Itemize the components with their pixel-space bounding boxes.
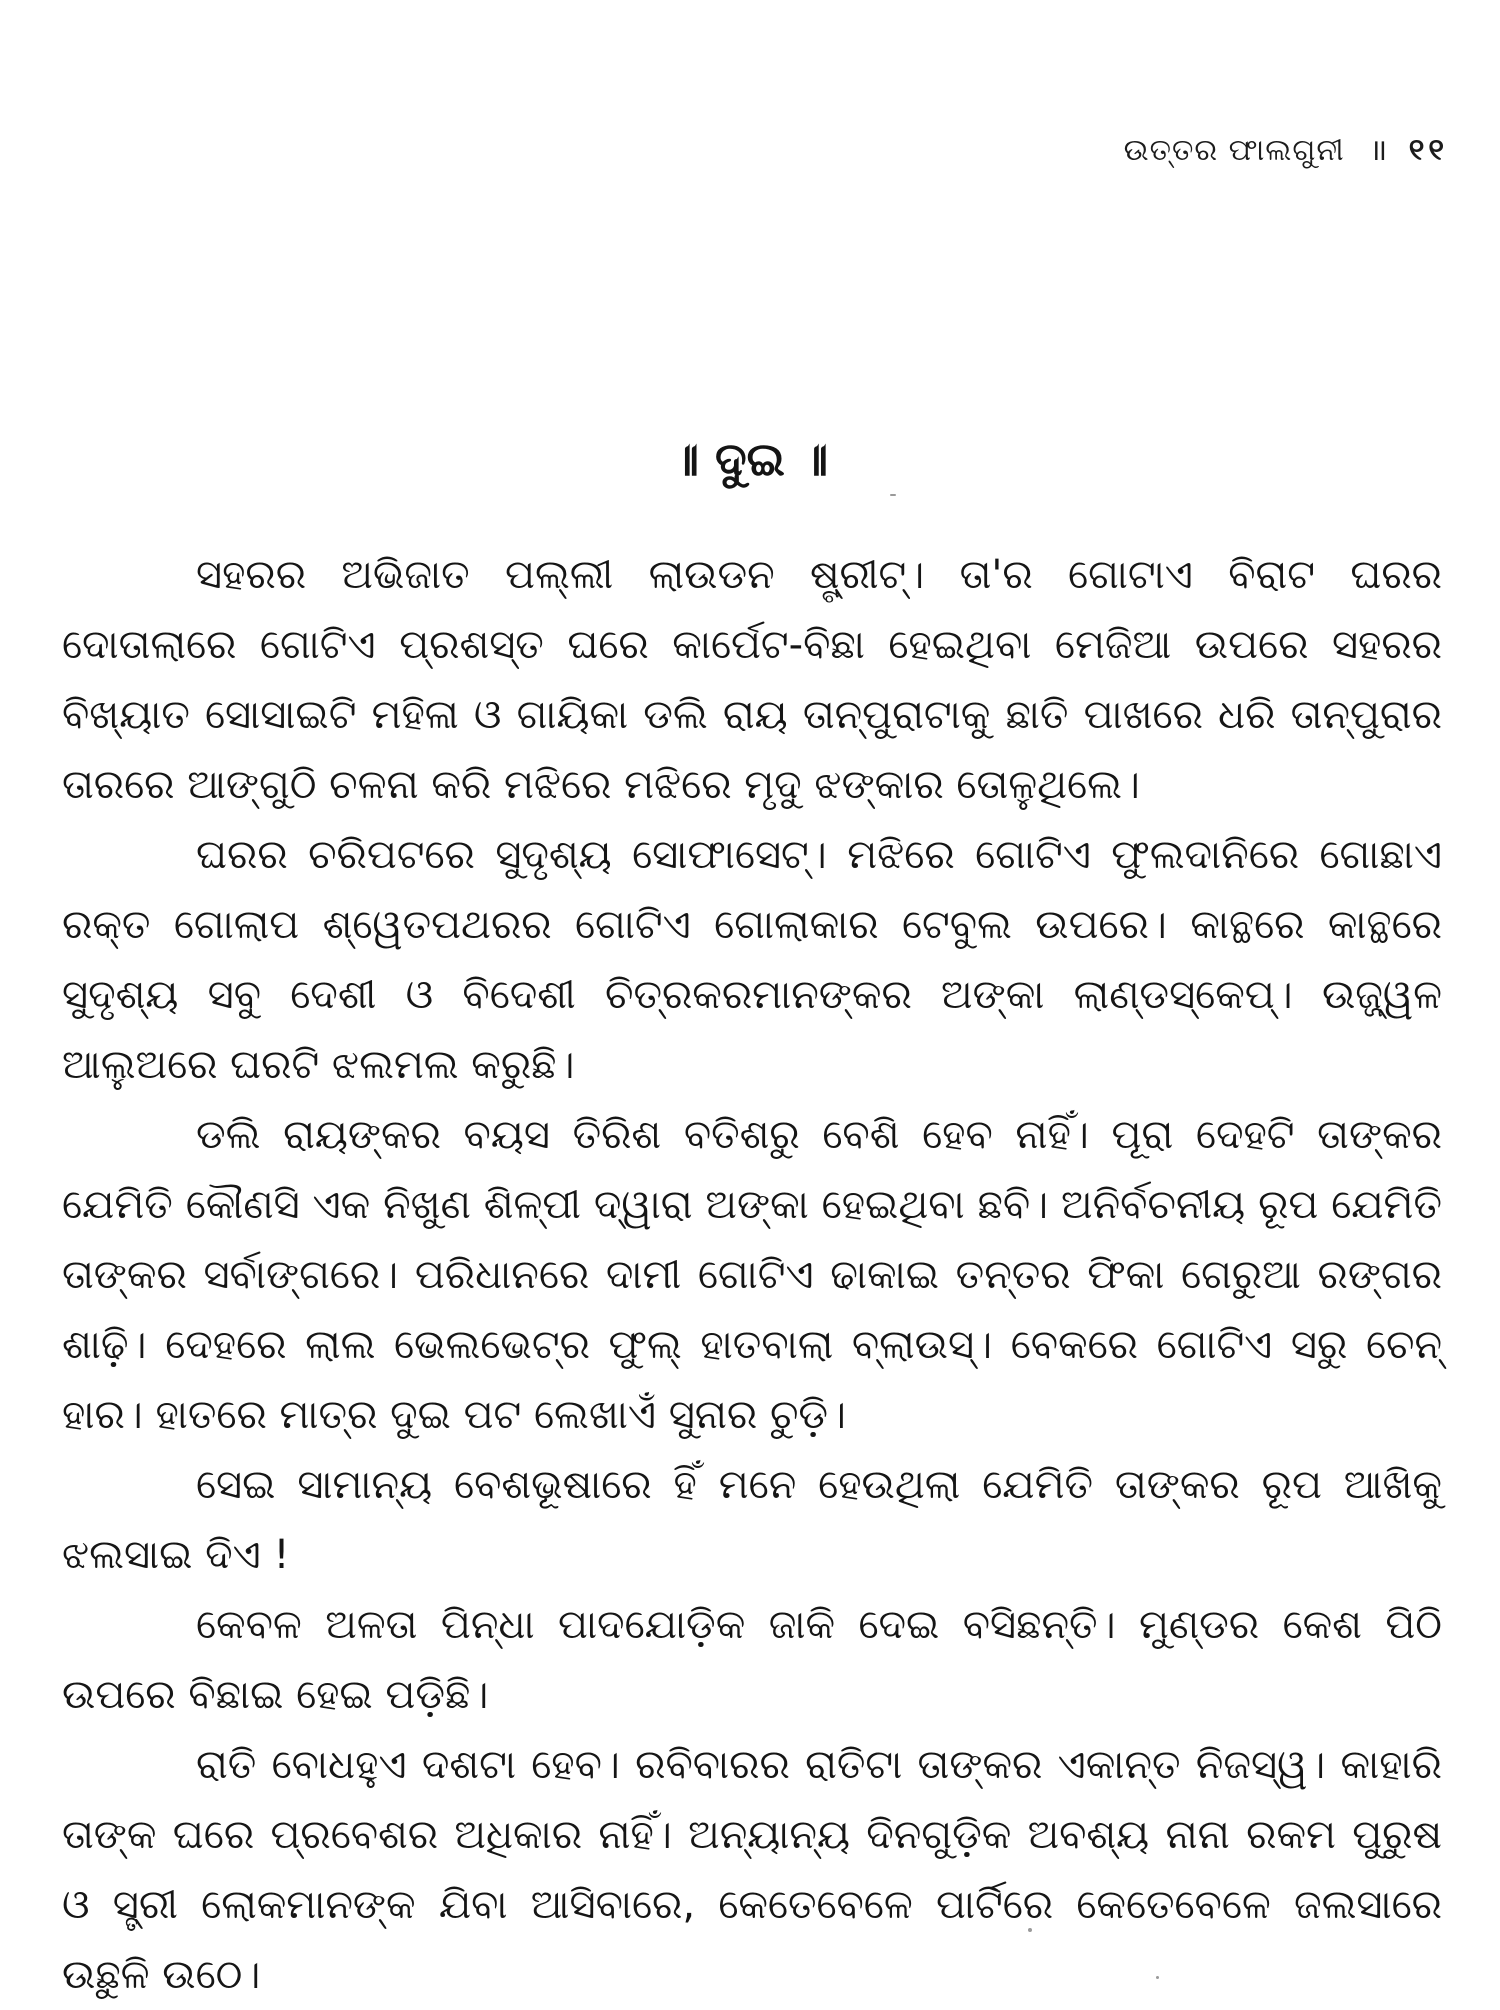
paragraph: କେବଳ ଅଳତା ପିନ୍ଧା ପାଦଯୋଡ଼ିକ ଜାକି ଦେଇ ବସିଛନ୍ତି। ମୁଣ୍ଡର କେଶ ପିଠି ଉପରେ ବିଛାଇ ହେଇ ପଡ଼ିଛି। [62, 1602, 1442, 1718]
paragraph: ଘରର ଚରିପଟରେ ସୁଦୃଶ୍ୟ ସୋଫାସେଟ୍। ମଝିରେ ଗୋଟିଏ ଫୁଲଦାନିରେ ଗୋଛାଏ ରକ୍ତ ଗୋଲାପ ଶ୍ୱେତପଥରର ଗୋଟିଏ ଗୋଲାକାର ଟେବୁଲ ଉପରେ। କାନ୍ଥରେ କାନ୍ଥରେ ସୁଦୃଶ୍ୟ ସବୁ ଦେଶୀ ଓ ବିଦେଶୀ ଚିତ୍ରକରମାନଙ୍କର ଅଙ୍କା ଲାଣ୍ଡସ୍କେପ୍। ଉଜ୍ଜ୍ୱଳ ଆଲୁଅରେ ଘରଟି ଝଲମଲ କରୁଛି। [62, 832, 1442, 1088]
body-text [62, 540, 1442, 2010]
page-number: ୧୧ [1408, 133, 1448, 168]
header-separator: ॥ [1369, 133, 1389, 168]
book-title: ଉତ୍ତର ଫାଲଗୁନୀ [1123, 133, 1345, 168]
paragraph: ରାତି ବୋଧହୁଏ ଦଶଟା ହେବ। ରବିବାରର ରାତିଟା ତାଙ୍କର ଏକାନ୍ତ ନିଜସ୍ୱ। କାହାରି ତାଙ୍କ ଘରେ ପ୍ରବେଶର ଅଧିକାର ନାହିଁ। ଅନ୍ୟାନ୍ୟ ଦିନଗୁଡ଼ିକ ଅବଶ୍ୟ ନାନା ରକମ ପୁରୁଷ ଓ ସ୍ତ୍ରୀ ଲୋକମାନଙ୍କ ଯିବା ଆସିବାରେ, କେତେବେଳେ ପାର୍ଟିରେ କେତେବେଳେ ଜଲସାରେ ଉଛୁଳି ଉଠେ। [62, 1742, 1442, 1998]
paper-speck [1028, 1928, 1032, 1932]
paragraph: ସେଇ ସାମାନ୍ୟ ବେଶଭୂଷାରେ ହିଁ ମନେ ହେଉଥିଲା ଯେମିତି ତାଙ୍କର ରୂପ ଆଖିକୁ ଝଲସାଇ ଦିଏ ! [62, 1462, 1442, 1578]
paper-speck [890, 494, 896, 496]
paragraph: ଡଲି ରାୟଙ୍କର ବୟସ ତିରିଶ ବତିଶରୁ ବେଶି ହେବ ନାହିଁ। ପୂରା ଦେହଟି ତାଙ୍କର ଯେମିତି କୌଣସି ଏକ ନିଖୁଣ ଶିଳ୍ପୀ ଦ୍ୱାରା ଅଙ୍କା ହେଇଥିବା ଛବି। ଅନିର୍ବଚନୀୟ ରୂପ ଯେମିତି ତାଙ୍କର ସର୍ବାଙ୍ଗରେ। ପରିଧାନରେ ଦାମୀ ଗୋଟିଏ ଢାକାଇ ତନ୍ତର ଫିକା ଗେରୁଆ ରଙ୍ଗର ଶାଢ଼ି। ଦେହରେ ଲାଲ ଭେଲଭେଟ୍‌ର ଫୁଲ୍ ହାତବାଲା ବ୍ଲାଉସ୍। ବେକରେ ଗୋଟିଏ ସରୁ ଚେନ୍ ହାର। ହାତରେ ମାତ୍ର ଦୁଇ ପଟ ଲେଖାଏଁ ସୁନାର ଚୁଡ଼ି। [62, 1112, 1442, 1438]
paragraph: ସହରର ଅଭିଜାତ ପଲ୍ଲୀ ଲାଉଡନ ଷ୍ଟ୍ରୀଟ୍। ତା'ର ଗୋଟାଏ ବିରାଟ ଘରର ଦୋତାଲାରେ ଗୋଟିଏ ପ୍ରଶସ୍ତ ଘରେ କାର୍ପେଟ-ବିଛା ହେଇଥିବା ମେଜିଆ ଉପରେ ସହରର ବିଖ୍ୟାତ ସୋସାଇଟି ମହିଳା ଓ ଗାୟିକା ଡଲି ରାୟ ତାନ୍‌ପୁରାଟାକୁ ଛାତି ପାଖରେ ଧରି ତାନ୍‌ପୁରାର ତାରରେ ଆଙ୍ଗୁଠି ଚଳନା କରି ମଝିରେ ମଝିରେ ମୃଦୁ ଝଙ୍କାର ତୋଳୁଥିଲେ। [62, 552, 1442, 808]
chapter-title: ॥ ଦୁଇ ॥ [671, 432, 829, 486]
running-header [1124, 128, 1448, 169]
paper-speck [1156, 1976, 1159, 1979]
